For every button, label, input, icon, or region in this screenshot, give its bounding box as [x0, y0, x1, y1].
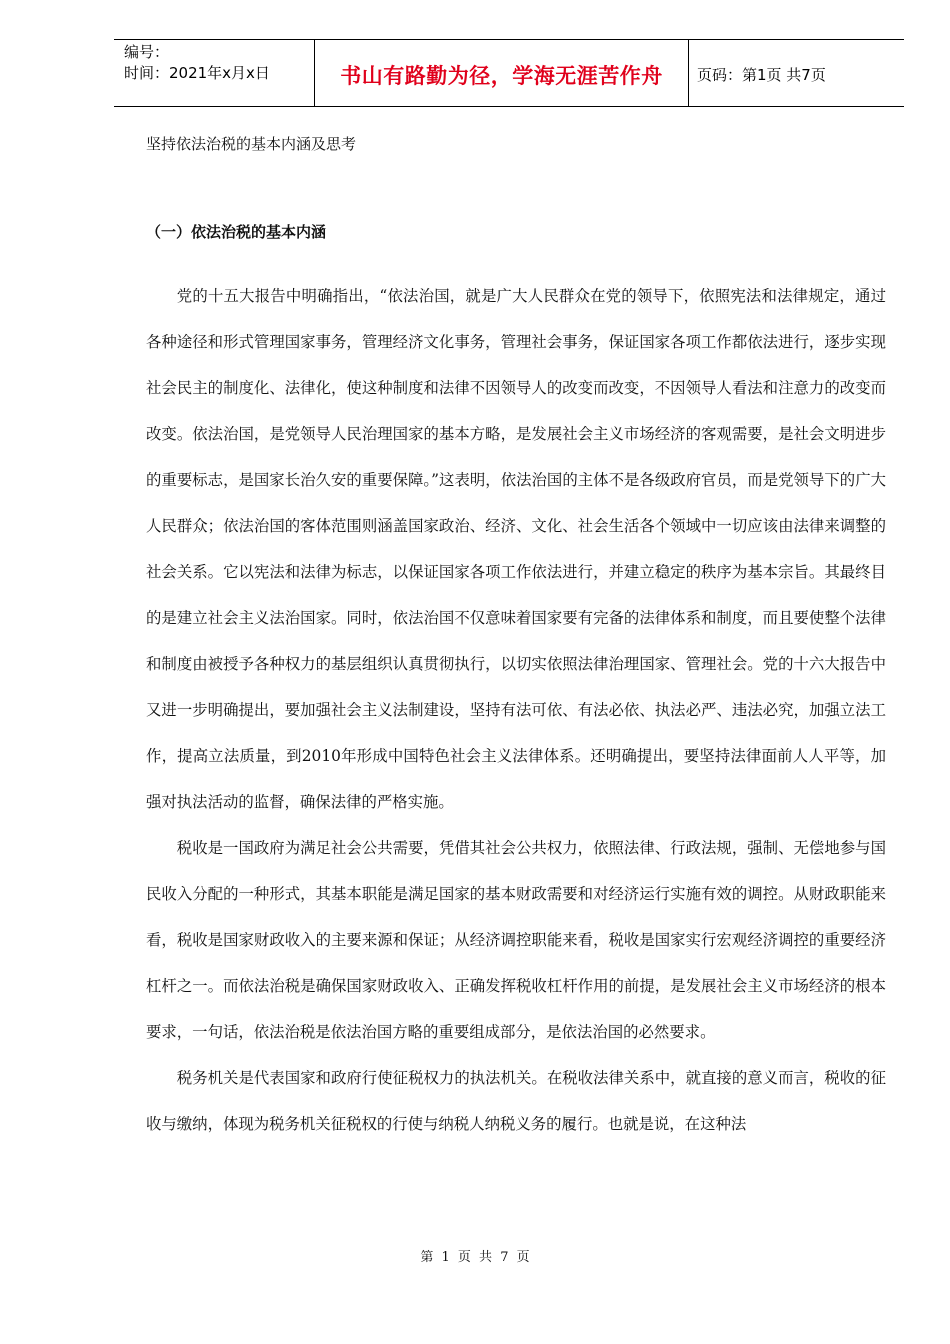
header-page-number: 页码：第1页 共7页 [697, 66, 826, 84]
paragraph-3: 税务机关是代表国家和政府行使征税权力的执法机关。在税收法律关系中，就直接的意义而言，税收的征收与缴纳，体现为税务机关征税权的行使与纳税人纳税义务的履行。也就是说，在这种法 [146, 1069, 886, 1133]
header-motto: 书山有路勤为径，学海无涯苦作舟 [340, 63, 663, 88]
paragraph-2: 税收是一国政府为满足社会公共需要，凭借其社会公共权力，依照法律、行政法规，强制、无偿地参与国民收入分配的一种形式，其基本职能是满足国家的基本财政需要和对经济运行实施有效的调控。从财政职能来看，税收是国家财政收入的主要来源和保证；从经济调控职能来看，税收是国家实行宏观经济调控的重要经济杠杆之一。而依法治税是确保国家财政收入、正确发挥税收杠杆作用的前提，是发展社会主义市场经济的根本要求，一句话，依法治税是依法治国方略的重要组成部分，是依法治国的必然要求。 [146, 839, 886, 1041]
paragraph-1: 党的十五大报告中明确指出，“依法治国，就是广大人民群众在党的领导下，依照宪法和法律规定，通过各种途径和形式管理国家事务，管理经济文化事务，管理社会事务，保证国家各项工作都依法进行，逐步实现社会民主的制度化、法律化，使这种制度和法律不因领导人的改变而改变，不因领导人看法和注意力的改变而改变。依法治国，是党领导人民治理国家的基本方略，是发展社会主义市场经济的客观需要，是社会文明进步的重要标志，是国家长治久安的重要保障。”这表明，依法治国的主体不是各级政府官员，而是党领导下的广大人民群众；依法治国的客体范围则涵盖国家政治、经济、文化、社会生活各个领域中一切应该由法律来调整的社会关系。它以宪法和法律为标志，以保证国家各项工作依法进行，并建立稳定的秩序为基本宗旨。其最终目的是建立社会主义法治国家。同时，依法治国不仅意味着国家要有完备的法律体系和制度，而且要使整个法律和制度由被授予各种权力的基层组织认真贯彻执行，以切实依照法律治理国家、管理社会。党的十六大报告中又进一步明确提出，要加强社会主义法制建设，坚持有法可依、有法必依、执法必严、违法必究，加强立法工作，提高立法质量，到2010年形成中国特色社会主义法律体系。还明确提出，要坚持法律面前人人平等，加强对执法活动的监督，确保法律的严格实施。 [146, 287, 886, 811]
header-page-cell [689, 40, 904, 106]
page-header [114, 39, 904, 107]
document-body [146, 128, 886, 1147]
section-heading: （一）依法治税的基本内涵 [146, 223, 327, 241]
header-meta-cell [114, 40, 315, 106]
header-motto-cell [315, 40, 689, 106]
document-time-label: 时间：2021年x月x日 [124, 64, 270, 82]
page-footer: 第 1 页 共 7 页 [420, 1250, 530, 1265]
document-number-label: 编号： [124, 43, 170, 61]
document-title: 坚持依法治税的基本内涵及思考 [146, 135, 357, 153]
